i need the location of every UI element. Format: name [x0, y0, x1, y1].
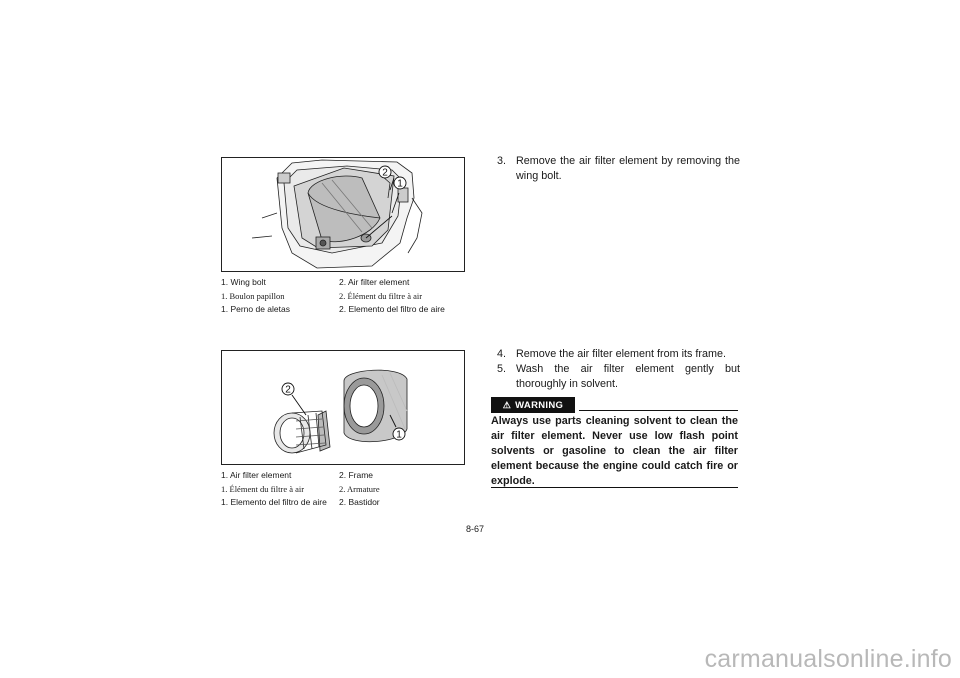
- figure2-caption: [221, 469, 471, 510]
- caption-item: 2. Frame: [339, 470, 374, 480]
- warning-label: WARNING: [515, 400, 564, 411]
- caption-item: 1. Air filter element: [221, 470, 292, 480]
- watermark: carmanualsonline.info: [704, 645, 952, 673]
- caption-row-es: [221, 496, 471, 510]
- figure2-callout-1: 1: [396, 429, 402, 441]
- page-number: 8-67: [466, 524, 485, 534]
- caption-row-en: [221, 469, 471, 483]
- caption-item: 1. Boulon papillon: [221, 290, 285, 301]
- caption-row-fr: [221, 290, 471, 304]
- step-number: 5.: [497, 363, 507, 375]
- warning-bottom-rule: [491, 487, 738, 488]
- warning-text: Always use parts cleaning solvent to clean the air filter element. Never use low flash point solvents or gasoline to clean the air filter element because the engine could catch fire or explode.: [491, 415, 738, 487]
- caption-item: 1. Élément du filtre à air: [221, 483, 305, 494]
- figure-air-filter-in-case: [221, 157, 465, 272]
- caption-item: 2. Armature: [339, 483, 380, 494]
- caption-item: 2. Elemento del filtro de aire: [339, 304, 445, 314]
- caption-item: 2. Air filter element: [339, 277, 410, 287]
- caption-item: 2. Bastidor: [339, 497, 380, 507]
- caption-item: 1. Perno de aletas: [221, 304, 290, 314]
- step-4: [497, 347, 740, 362]
- warning-badge: [491, 397, 575, 413]
- warning-rule: [579, 410, 738, 411]
- step-number: 4.: [497, 348, 507, 360]
- step-number: 3.: [497, 155, 507, 167]
- step-5: [497, 362, 740, 391]
- figure1-callout-1: 1: [397, 178, 403, 190]
- figure1-caption: [221, 276, 471, 317]
- figure1-callout-2: 2: [382, 167, 388, 179]
- step-3: [497, 154, 740, 183]
- warning-triangle-icon: ⚠: [502, 400, 512, 410]
- caption-row-en: [221, 276, 471, 290]
- step-text: Wash the air filter element gently but thoroughly in solvent.: [516, 363, 740, 390]
- caption-item: 1. Elemento del filtro de aire: [221, 497, 327, 507]
- caption-row-fr: [221, 483, 471, 497]
- step-text: Remove the air filter element from its frame.: [516, 348, 727, 360]
- caption-row-es: [221, 303, 471, 317]
- step-text: Remove the air filter element by removing the wing bolt.: [516, 155, 740, 182]
- warning-header: [491, 397, 738, 414]
- caption-item: 2. Élément du filtre à air: [339, 290, 423, 301]
- figure-filter-and-frame: [221, 350, 465, 465]
- caption-item: 1. Wing bolt: [221, 277, 266, 287]
- figure2-callout-2: 2: [285, 384, 291, 396]
